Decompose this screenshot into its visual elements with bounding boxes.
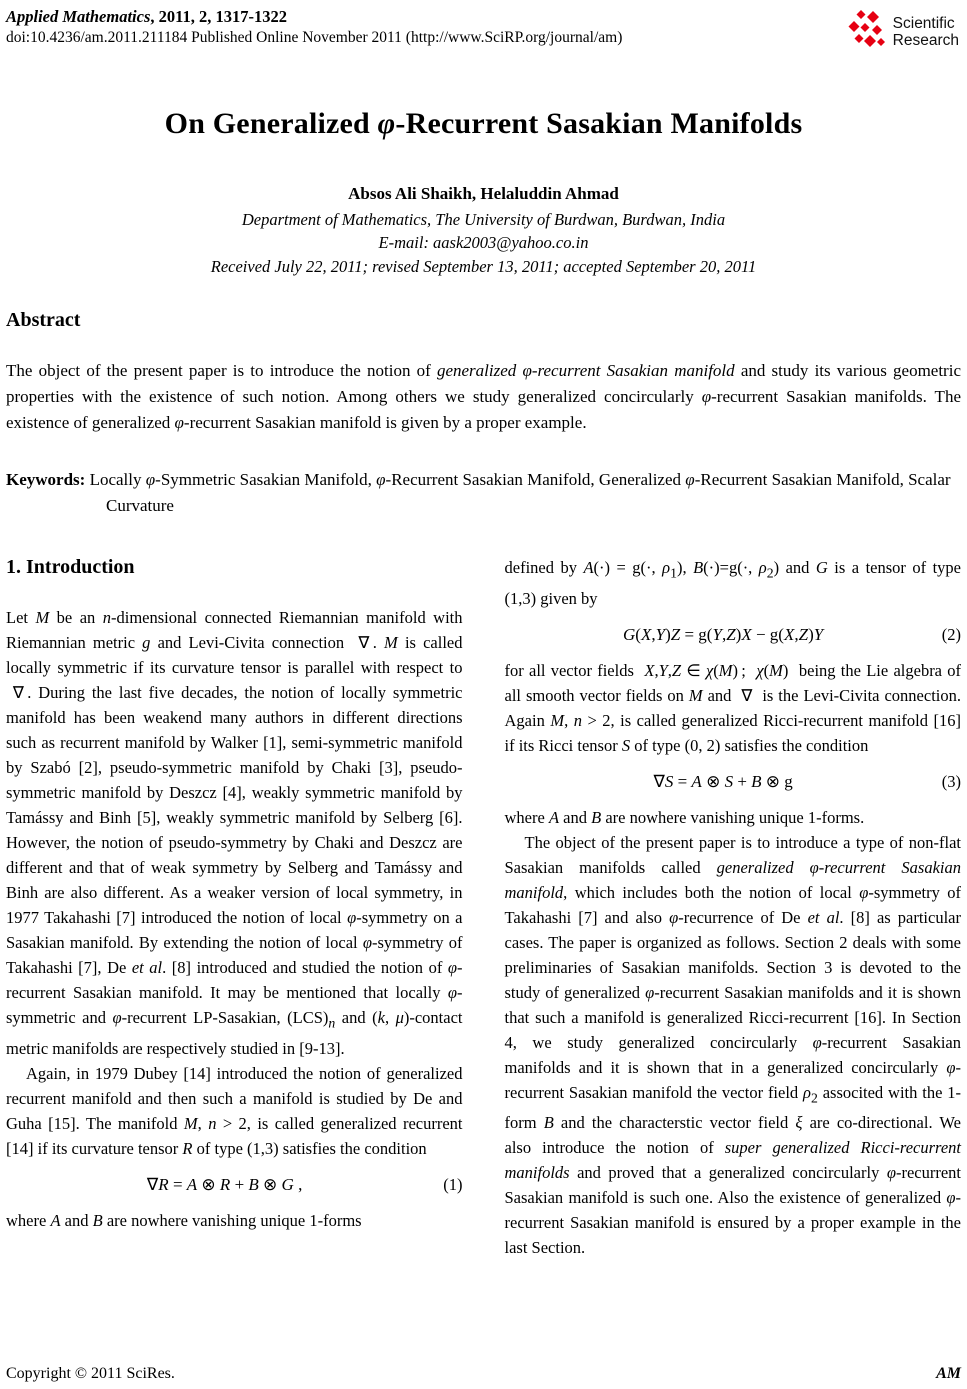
affiliation: Department of Mathematics, The University of Burdwan, Burdwan, India	[241, 210, 726, 229]
section-heading-introduction: 1. Introduction	[6, 556, 135, 579]
equation-2-number: (2)	[941, 624, 961, 644]
abstract-body: The object of the present paper is to introduce the notion of generalized φ-recurrent Sasakian manifold and study its various geometric properties with the existence of such notion. Among others we study generalized concircularly φ-recurrent Sasakian manifolds. The existence of generalized φ-recurrent Sasakian manifold is given by a proper example.	[6, 361, 961, 433]
keywords-label: Keywords:	[6, 470, 86, 490]
email-line: E-mail: aask2003@yahoo.co.in	[378, 233, 589, 253]
equation-1-body: ∇R = A ⊗ R + B ⊗ G ,	[146, 1174, 303, 1194]
header-left	[6, 6, 622, 49]
authors: Absos Ali Shaikh, Helaluddin Ahmad	[348, 184, 619, 203]
page-footer	[6, 1365, 961, 1383]
intro-paragraph-1: Let M be an n-dimensional connected Riemannian manifold with Riemannian metric g and Levi-Civita connection ∇ . M is called locally symmetric if its curvature tensor is parallel with respect to ∇ . During the last five decades, the notion of locally symmetric manifold has been weakend many authors in different directions such as recurrent manifold by Walker [1], semi-symmetric manifold by Szabó [2], pseudo-symmetric manifold by Chaki [3], pseudo-symmetric manifold by Deszcz [4], weakly symmetric manifold by Tamássy and Binh [5], weakly symmetric manifold by Selberg [6]. However, the notion of pseudo-symmetry by Chaki and Deszcz are different and that of weak symmetry by Selberg and Tamássy and Binh are also different. As a weaker version of local symmetry, in 1977 Takahashi [7] introduced the notion of local φ-symmetry on a Sasakian manifold. By extending the notion of local φ-symmetry of Takahashi [7], De et al. [8] introduced and studied the notion of φ-recurrent Sasakian manifold. It may be mentioned that locally φ-symmetric and φ-recurrent LP-Sasakian, $(LCS)_n$ and (k, μ)-contact metric manifolds are respectively studied in [9-13].	[6, 608, 463, 1058]
abstract-heading: Abstract	[6, 309, 81, 332]
left-column	[6, 555, 463, 1232]
keywords	[6, 467, 961, 519]
right-paragraph-3: where A and B are nowhere vanishing unique 1-forms.	[504, 807, 865, 827]
equation-3-number: (3)	[941, 771, 961, 791]
body-columns	[6, 555, 961, 1260]
equation-1	[6, 1172, 463, 1197]
right-paragraph-4: The object of the present paper is to introduce a type of non-flat Sasakian manifolds called generalized φ-recurrent Sasakian manifold, which includes both the notion of local φ-symmetry of Takahashi [7] and also φ-recurrence of De et al. [8] as particular cases. The paper is organized as follows. Section 2 deals with some preliminaries of Sasakian manifolds. Section 3 is devoted to the study of generalized φ-recurrent Sasakian manifolds and it is shown that such a manifold is generalized Ricci-recurrent [16]. In Section 4, we study generalized concircularly φ-recurrent Sasakian manifolds and it is shown that in a generalized concircularly φ-recurrent Sasakian manifold the vector field $\rho_2$ associted with the 1-form B and the characterstic vector field ξ are co-directional. We also introduce the notion of super generalized Ricci-recurrent manifolds and proved that a generalized concircularly φ-recurrent Sasakian manifold is such one. Also the existence of generalized φ-recurrent Sasakian manifold is ensured by a proper example in the last Section.	[504, 832, 962, 1257]
equation-2-body: G(X,Y)Z = g(Y,Z)X − g(X,Z)Y	[623, 624, 824, 644]
publisher-logo	[846, 8, 959, 57]
equation-3	[505, 769, 962, 794]
equation-2	[505, 622, 962, 647]
publisher-name	[893, 16, 959, 49]
journal-citation: Applied Mathematics, 2011, 2, 1317-1322	[6, 7, 287, 26]
intro-paragraph-2: Again, in 1979 Dubey [14] introduced the notion of generalized recurrent manifold and then such a manifold is studied by De and Guha [15]. The manifold M, n > 2, is called generalized recurrent [14] if its curvature tensor R of type (1,3) satisfies the condition	[6, 1063, 463, 1158]
publisher-name-line1: Scientific	[892, 14, 955, 32]
publisher-name-line2: Research	[892, 31, 959, 49]
right-paragraph-1: defined by A(·) = g(·, $\rho_1$), B(·)=g(·, $\rho_2$) and G is a tensor of type (1,3) given by	[504, 558, 962, 608]
copyright-notice: Copyright © 2011 SciRes.	[6, 1365, 175, 1382]
page-header	[6, 6, 961, 57]
right-paragraph-2: for all vector fields X,Y,Z ∈ χ(M) ; χ(M) being the Lie algebra of all smooth vector fields on M and ∇ is the Levi-Civita connection. Again M, n > 2, is called generalized Ricci-recurrent manifold [16] if its Ricci tensor S of type (0, 2) satisfies the condition	[504, 660, 962, 755]
equation-3-body: ∇S = A ⊗ S + B ⊗ g	[653, 771, 793, 791]
received-line: Received July 22, 2011; revised September 13, 2011; accepted September 20, 2011	[210, 256, 757, 276]
right-column	[505, 555, 962, 1260]
keywords-list: Locally φ-Symmetric Sasakian Manifold, φ-Recurrent Sasakian Manifold, Generalized φ-Recurrent Sasakian Manifold, Scalar Curvature	[85, 470, 951, 516]
scientific-research-diamonds-icon	[846, 8, 888, 57]
paper-title: On Generalized φ-Recurrent Sasakian Manifolds	[164, 107, 803, 140]
doi-line: doi:10.4236/am.2011.211184 Published Online November 2011 (http://www.SciRP.org/journal/am)	[6, 29, 623, 47]
intro-paragraph-3: where A and B are nowhere vanishing unique 1-forms	[6, 1210, 362, 1230]
journal-abbreviation: AM	[936, 1365, 961, 1382]
equation-1-number: (1)	[443, 1174, 463, 1194]
